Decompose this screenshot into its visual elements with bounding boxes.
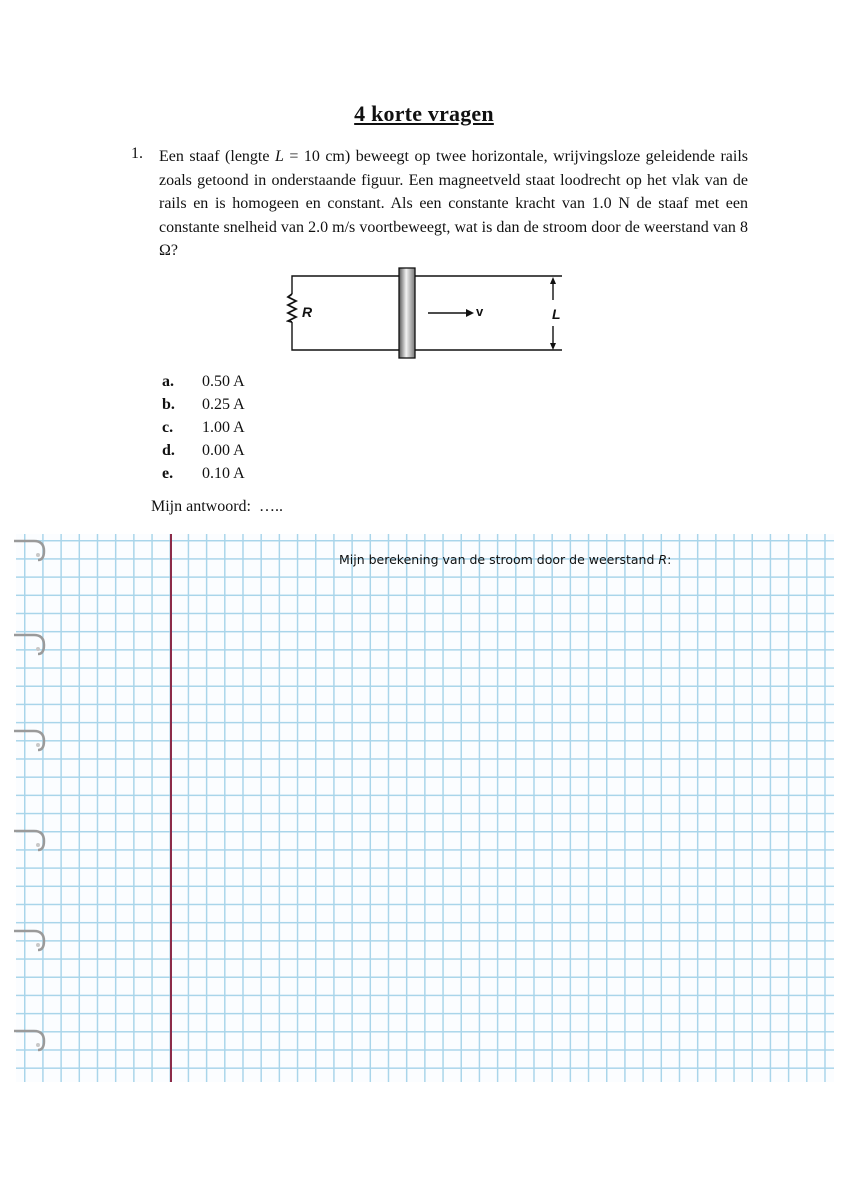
option-value: 0.25 A <box>202 396 245 413</box>
answer-label: Mijn antwoord: <box>151 498 251 515</box>
option-value: 1.00 A <box>202 419 245 436</box>
velocity-label: v <box>476 304 484 319</box>
velocity-arrow-head <box>466 309 474 317</box>
question-text <box>159 145 748 263</box>
binder-ring-icon <box>14 726 48 756</box>
calculation-label-variable: R <box>658 552 668 567</box>
top-rail <box>292 276 562 294</box>
question-number: 1. <box>131 145 143 162</box>
resistor-zigzag <box>288 294 296 322</box>
page-title: 4 korte vragen <box>354 101 494 126</box>
answer-placeholder[interactable]: ….. <box>259 498 283 515</box>
circuit-figure <box>286 266 568 362</box>
graph-paper[interactable] <box>16 534 834 1082</box>
rails-diagram <box>286 266 568 362</box>
binder-ring-icon <box>14 926 48 956</box>
length-arrow-top <box>550 277 556 284</box>
length-label: L <box>552 306 561 322</box>
sliding-rod <box>399 268 415 358</box>
answer-line <box>151 498 283 516</box>
option-letter: a. <box>162 373 174 390</box>
bottom-rail <box>292 322 562 350</box>
option-letter: c. <box>162 419 174 436</box>
option-value: 0.50 A <box>202 373 245 390</box>
option-letter: b. <box>162 396 175 413</box>
calculation-label <box>339 552 671 567</box>
option-value: 0.10 A <box>202 465 245 482</box>
option-letter: d. <box>162 442 175 459</box>
binder-ring-icon <box>14 1026 48 1056</box>
binder-ring-icon <box>14 826 48 856</box>
resistor-label: R <box>302 304 313 320</box>
paper-margin-line <box>170 534 172 1082</box>
calculation-label-suffix: : <box>667 552 672 567</box>
question-length-variable: L <box>274 148 284 165</box>
calculation-label-prefix: Mijn berekening van de stroom door de weerstand <box>339 552 659 567</box>
question-text-rest: = 10 cm) beweegt op twee horizontale, wrijvingsloze geleidende rails zoals getoond in onderstaande figuur. Een magneetveld staat loodrecht op het vlak van de rails en is homogeen en constant. Als een constante kracht van 1.0 N de staaf met een constante snelheid van 2.0 m/s voortbeweegt, wat is dan de stroom door de weerstand van 8 Ω? <box>159 148 749 259</box>
question-text-prefix: Een staaf (lengte <box>159 148 275 165</box>
option-value: 0.00 A <box>202 442 245 459</box>
binder-ring-icon <box>14 630 48 660</box>
length-arrow-bottom <box>550 343 556 350</box>
binder-ring-icon <box>14 536 48 566</box>
option-letter: e. <box>162 465 174 482</box>
